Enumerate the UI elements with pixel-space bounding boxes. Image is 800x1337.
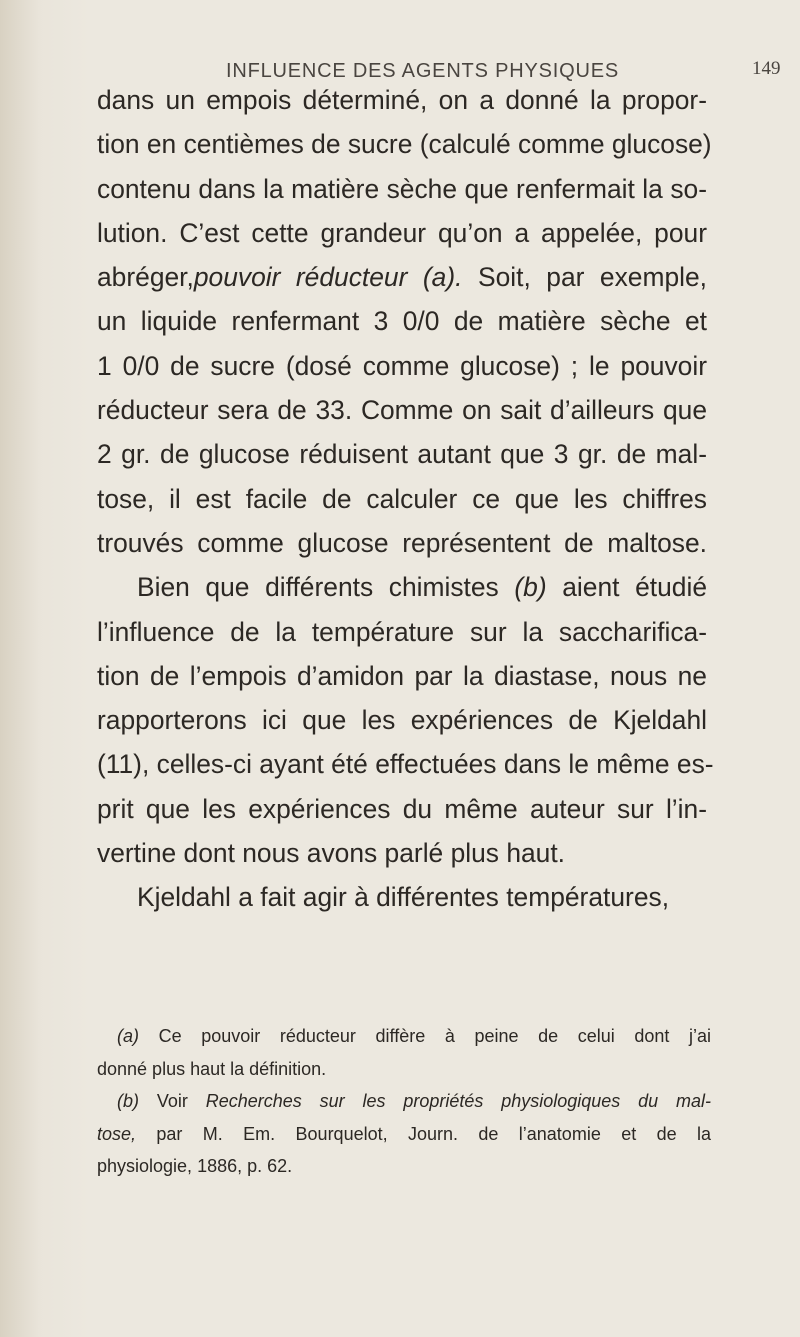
- text-line: dans un empois déterminé, on a donné la propor-: [97, 85, 707, 115]
- body-text: [97, 78, 714, 920]
- footnote-b: [97, 1085, 711, 1118]
- page-number: 149: [752, 58, 781, 79]
- text-line: prit que les expériences du même auteur sur l’in-: [97, 793, 707, 824]
- footnote-a: [97, 1020, 711, 1053]
- text-line: 2 gr. de glucose réduisent autant que 3 gr. de mal-: [97, 439, 707, 470]
- text-line: réducteur sera de 33. Comme on sait d’ailleurs que: [97, 395, 707, 426]
- footnote-text: donné plus haut la définition.: [97, 1058, 327, 1079]
- citation-title: Recherches sur les propriétés physiologiques du mal-: [205, 1091, 711, 1111]
- text-fragment: Soit, par exemple,: [462, 262, 707, 293]
- running-header: INFLUENCE DES AGENTS PHYSIQUES: [226, 60, 619, 82]
- text-line: rapporterons ici que les expériences de Kjeldahl: [97, 705, 707, 736]
- text-fragment: Bien que différents chimistes: [137, 572, 499, 603]
- italic-term: pouvoir réducteur: [193, 262, 408, 293]
- footnote-text: physiologie, 1886, p. 62.: [97, 1156, 293, 1176]
- text-line: trouvés comme glucose représentent de maltose.: [97, 527, 707, 558]
- text-fragment: aient étudié: [546, 572, 707, 603]
- text-line: vertine dont nous avons parlé plus haut.: [97, 838, 566, 869]
- text-line: Kjeldahl a fait agir à différentes températures,: [137, 882, 670, 913]
- text-line: un liquide renfermant 3 0/0 de matière sèche et: [97, 306, 707, 337]
- footnote-text: par M. Em. Bourquelot, Journ. de l’anatomie et de la: [136, 1123, 711, 1144]
- text-line: 1 0/0 de sucre (dosé comme glucose) ; le pouvoir: [97, 350, 707, 381]
- citation-title: tose,: [97, 1123, 137, 1144]
- text-line: [97, 255, 707, 299]
- text-line: tion de l’empois d’amidon par la diastase, nous ne: [97, 660, 707, 691]
- text-line: tion en centièmes de sucre (calculé comme glucose): [97, 129, 712, 160]
- footnote-marker: (b): [117, 1091, 139, 1111]
- text-fragment: abréger,: [97, 262, 194, 293]
- footnote-text: Ce pouvoir réducteur diffère à peine de celui dont j’ai: [139, 1026, 711, 1046]
- footnote-text: Voir: [139, 1091, 206, 1111]
- text-line: contenu dans la matière sèche que renfermait la so-: [97, 173, 707, 204]
- footnote-marker: (a): [117, 1026, 139, 1046]
- footnotes: [97, 1020, 711, 1183]
- footnote-text: [97, 1118, 711, 1151]
- text-line: (11), celles-ci ayant été effectuées dans le même es-: [97, 749, 714, 780]
- footnote-ref-a: (a).: [422, 262, 463, 293]
- text-line: tose, il est facile de calculer ce que les chiffres: [97, 483, 707, 514]
- text-line: l’influence de la température sur la saccharifica-: [97, 616, 707, 647]
- text-line: lution. C’est cette grandeur qu’on a appelée, pour: [97, 217, 707, 248]
- footnote-ref-b: (b): [514, 572, 547, 603]
- text-line: [97, 565, 707, 609]
